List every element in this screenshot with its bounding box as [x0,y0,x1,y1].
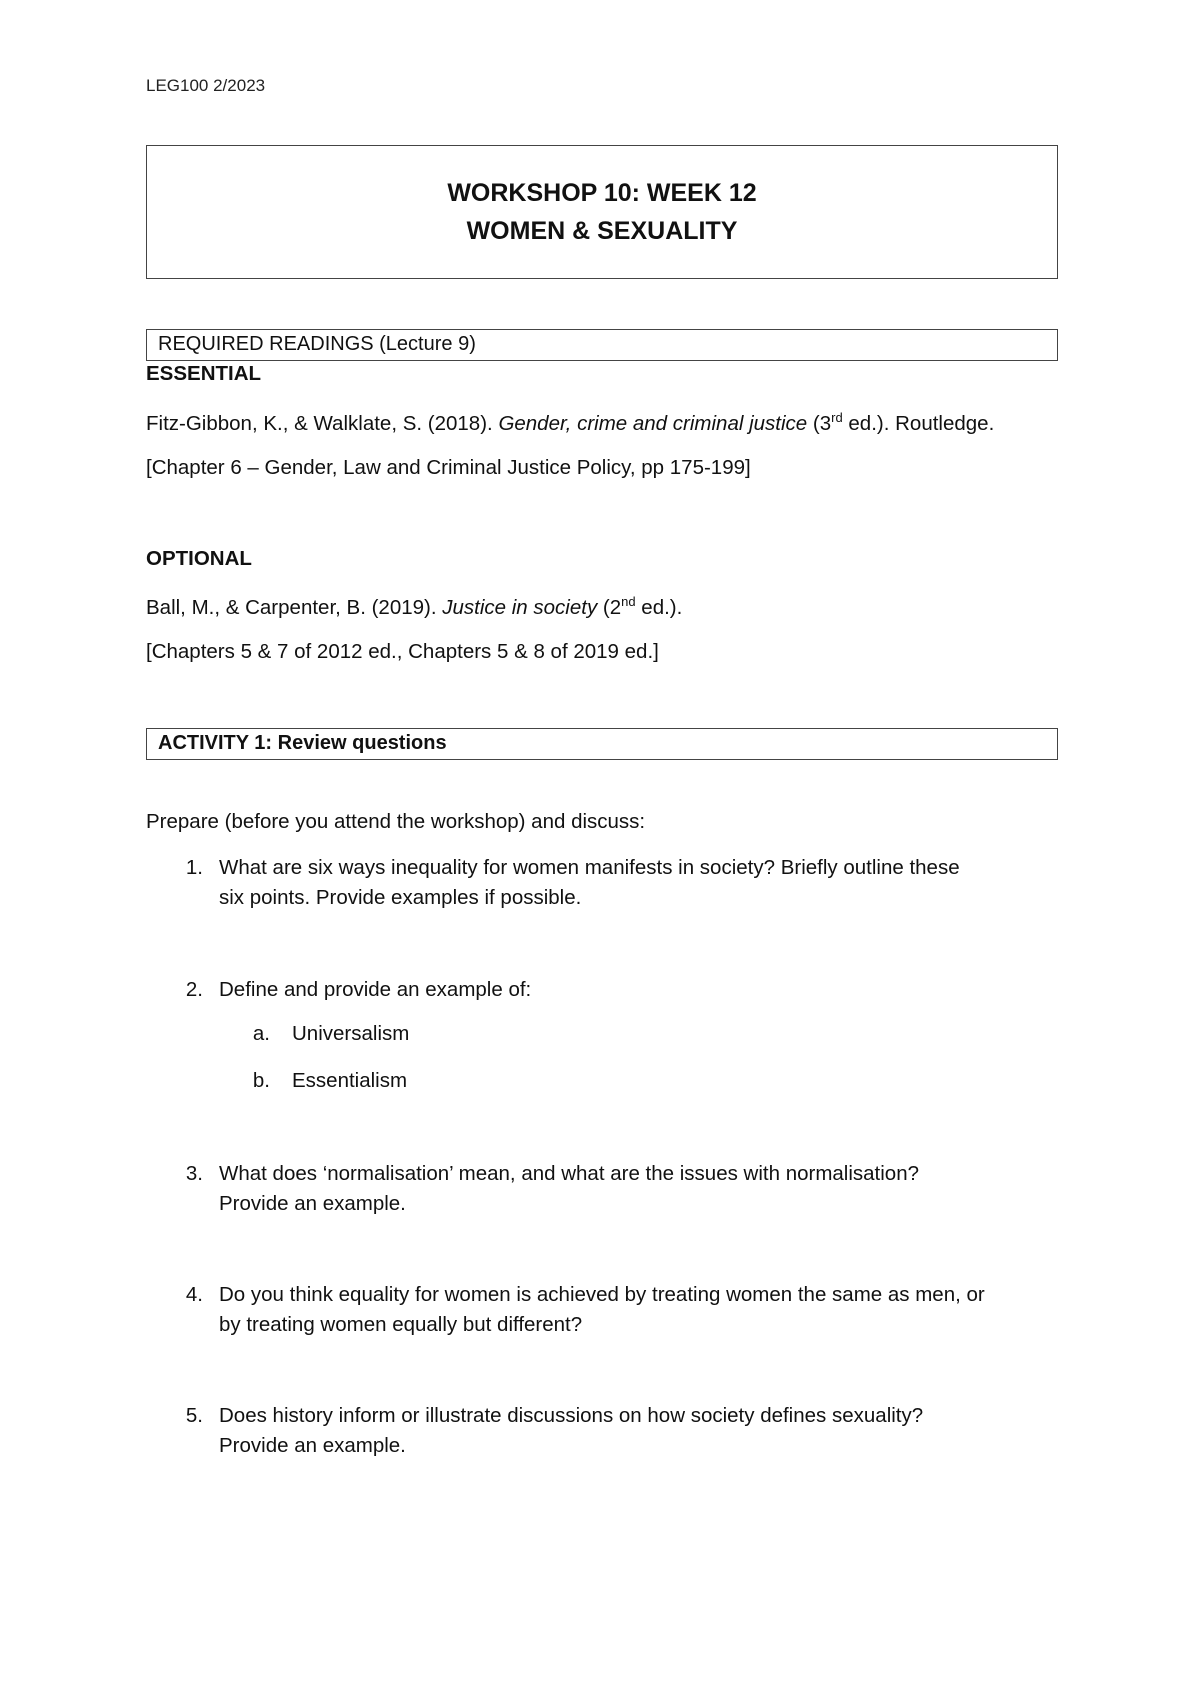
question-number: 3. [185,1162,203,1185]
question-5-line2: Provide an example. [219,1434,406,1457]
essential-citation-authors: Fitz-Gibbon, K., & Walklate, S. (2018). [146,412,499,435]
question-1-line1: What are six ways inequality for women manifests in society? Briefly outline these [219,856,960,879]
subitem-universalism: Universalism [292,1022,410,1045]
essential-citation-publisher: ed.). Routledge. [842,412,995,435]
optional-citation-authors: Ball, M., & Carpenter, B. (2019). [146,596,443,619]
optional-citation-tail: ed.). [635,596,683,619]
optional-heading: OPTIONAL [146,547,252,570]
subitem-essentialism: Essentialism [292,1069,408,1092]
optional-citation-title: Justice in society [442,596,598,619]
course-code: LEG100 2/2023 [146,76,266,95]
title-topic: WOMEN & SEXUALITY [466,217,738,245]
question-number: 2. [185,978,203,1001]
title-box [146,145,1058,279]
question-3-line2: Provide an example. [219,1192,406,1215]
required-readings-box: REQUIRED READINGS (Lecture 9) [146,329,1058,361]
question-5-line1: Does history inform or illustrate discussions on how society defines sexuality? [219,1404,924,1427]
activity-intro: Prepare (before you attend the workshop) and discuss: [146,810,646,833]
question-number: 4. [185,1283,203,1306]
optional-citation-edition-sup: nd [621,594,636,610]
question-4-line2: by treating women equally but different? [219,1313,583,1336]
optional-citation-edition: (2 [597,596,622,619]
essential-citation [146,412,994,436]
title-workshop: WORKSHOP 10: WEEK 12 [447,179,757,207]
subitem-letter: a. [252,1022,270,1045]
question-1-line2: six points. Provide examples if possible. [219,886,582,909]
essential-citation-title: Gender, crime and criminal justice [498,412,808,435]
question-number: 1. [185,856,203,879]
subitem-letter: b. [252,1069,270,1092]
question-2-line1: Define and provide an example of: [219,978,532,1001]
essential-citation-edition: (3 [807,412,832,435]
essential-citation-edition-sup: rd [831,410,843,426]
optional-citation [146,596,682,620]
question-number: 5. [185,1404,203,1427]
activity-box: ACTIVITY 1: Review questions [146,728,1058,760]
question-3-line1: What does ‘normalisation’ mean, and what are the issues with normalisation? [219,1162,920,1185]
optional-chapter-note: [Chapters 5 & 7 of 2012 ed., Chapters 5 & 8 of 2019 ed.] [146,640,659,663]
essential-heading: ESSENTIAL [146,362,262,385]
essential-chapter-note: [Chapter 6 – Gender, Law and Criminal Justice Policy, pp 175-199] [146,456,751,479]
question-4-line1: Do you think equality for women is achieved by treating women the same as men, or [219,1283,985,1306]
